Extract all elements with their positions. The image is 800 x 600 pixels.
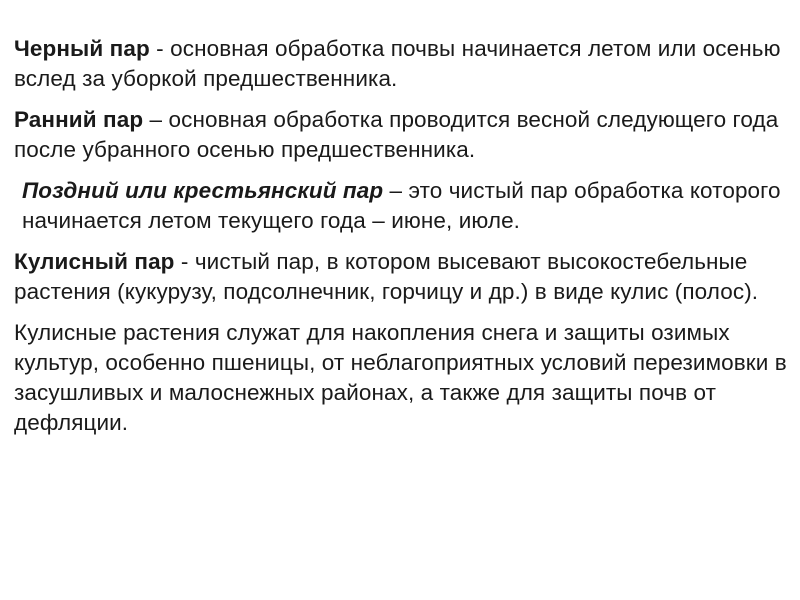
- term-late-fallow: Поздний или крестьянский пар: [22, 178, 384, 203]
- paragraph-late-fallow: [14, 176, 790, 236]
- definition-late-fallow: – это чистый пар обработка которого начинается летом текущего года – июне, июле.: [22, 178, 781, 233]
- text-strip-plants: Кулисные растения служат для накопления снега и защиты озимых культур, особенно пшеницы, от неблагоприятных условий перезимовки в засушливых и малоснежных районах, а также для защиты почв от дефляции.: [14, 320, 787, 435]
- slide-content: [14, 34, 790, 449]
- paragraph-strip-fallow: [14, 247, 790, 307]
- definition-strip-fallow: - чистый пар, в котором высевают высокостебельные растения (кукурузу, подсолнечник, горчицу и др.) в виде кулис (полос).: [14, 249, 759, 304]
- definition-black-fallow: - основная обработка почвы начинается летом или осенью вслед за уборкой предшественника.: [14, 36, 781, 91]
- term-strip-fallow: Кулисный пар: [14, 249, 175, 274]
- paragraph-strip-plants: [14, 318, 790, 438]
- term-black-fallow: Черный пар: [14, 36, 150, 61]
- paragraph-black-fallow: [14, 34, 790, 94]
- term-early-fallow: Ранний пар: [14, 107, 144, 132]
- paragraph-early-fallow: [14, 105, 790, 165]
- definition-early-fallow: – основная обработка проводится весной следующего года после убранного осенью предшественника.: [14, 107, 779, 162]
